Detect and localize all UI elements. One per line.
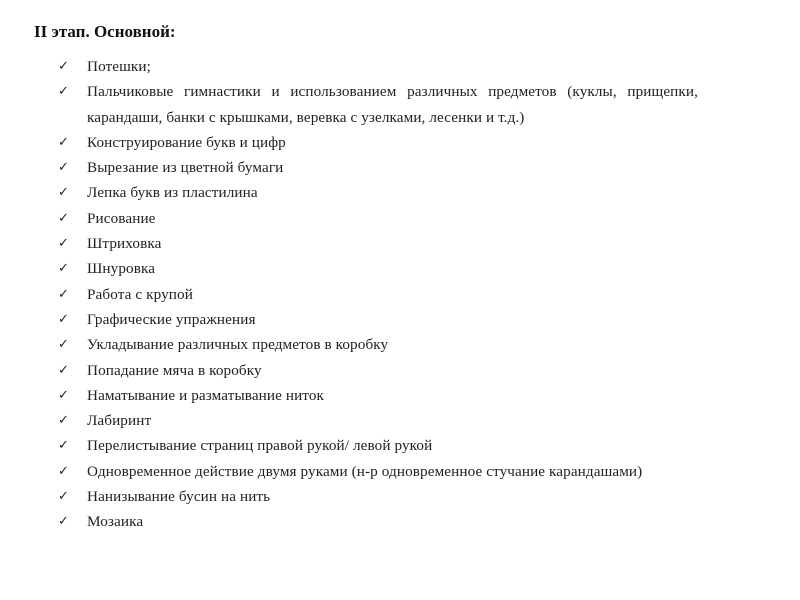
list-item xyxy=(58,79,698,130)
checkmark-icon: ✓ xyxy=(58,463,69,479)
list-item xyxy=(58,206,698,231)
section-heading: II этап. Основной: xyxy=(34,22,176,41)
checkmark-icon: ✓ xyxy=(58,387,69,403)
checkmark-icon: ✓ xyxy=(58,514,69,530)
checkmark-icon: ✓ xyxy=(58,134,69,150)
list-item xyxy=(58,231,698,256)
checkmark-icon: ✓ xyxy=(58,286,69,302)
checkmark-icon: ✓ xyxy=(58,210,69,226)
list-item-text: Мозаика xyxy=(87,513,144,531)
list-item-text: Попадание мяча в коробку xyxy=(87,361,262,379)
list-item-text: Укладывание различных предметов в коробку xyxy=(87,336,389,354)
list-item xyxy=(58,282,698,307)
checkmark-icon: ✓ xyxy=(58,438,69,454)
checkmark-icon: ✓ xyxy=(58,489,69,505)
list-item xyxy=(58,256,698,281)
list-item xyxy=(58,459,698,484)
list-item xyxy=(58,358,698,383)
checkmark-icon: ✓ xyxy=(58,337,69,353)
list-item-text: Потешки; xyxy=(87,58,151,75)
checkmark-icon: ✓ xyxy=(58,413,69,429)
list-item xyxy=(58,332,698,357)
checkmark-icon: ✓ xyxy=(58,236,69,252)
list-item-text: Лепка букв из пластилина xyxy=(87,184,258,202)
list-item-text: Конструирование букв и цифр xyxy=(87,133,286,151)
list-item xyxy=(58,54,698,79)
list-item xyxy=(58,383,698,408)
list-item xyxy=(58,180,698,205)
list-item-text: Рисование xyxy=(87,209,156,227)
list-item-text: Работа с крупой xyxy=(87,285,193,303)
list-item-text: Шнуровка xyxy=(87,260,156,278)
checkmark-icon: ✓ xyxy=(58,59,69,74)
list-item xyxy=(58,433,698,458)
list-item-text: Вырезание из цветной бумаги xyxy=(87,159,284,177)
list-item-text: Лабиринт xyxy=(87,412,152,430)
activity-list xyxy=(58,54,698,535)
checkmark-icon: ✓ xyxy=(58,311,69,327)
list-item-text: Перелистывание страниц правой рукой/ левой рукой xyxy=(87,437,433,455)
list-item-text: Одновременное действие двумя руками (н-р одновременное стучание карандашами) xyxy=(87,462,643,480)
list-item-text: Наматывание и разматывание ниток xyxy=(87,386,325,404)
list-item xyxy=(58,307,698,332)
checkmark-icon: ✓ xyxy=(58,84,69,100)
checkmark-icon: ✓ xyxy=(58,185,69,201)
checkmark-icon: ✓ xyxy=(58,362,69,378)
checkmark-icon: ✓ xyxy=(58,261,69,277)
list-item-text: Нанизывание бусин на нить xyxy=(87,488,271,506)
list-item xyxy=(58,484,698,509)
list-item xyxy=(58,130,698,155)
checkmark-icon: ✓ xyxy=(58,160,69,176)
list-item xyxy=(58,155,698,180)
list-item-text: Пальчиковые гимнастики и использованием различных предметов (куклы, прищепки, карандаши, банки с крышками, веревка с узелками, лесенки и т.д.) xyxy=(87,83,698,126)
list-item-text: Штриховка xyxy=(87,235,162,253)
list-item xyxy=(58,408,698,433)
list-item-text: Графические упражнения xyxy=(87,310,256,328)
list-item xyxy=(58,509,698,534)
